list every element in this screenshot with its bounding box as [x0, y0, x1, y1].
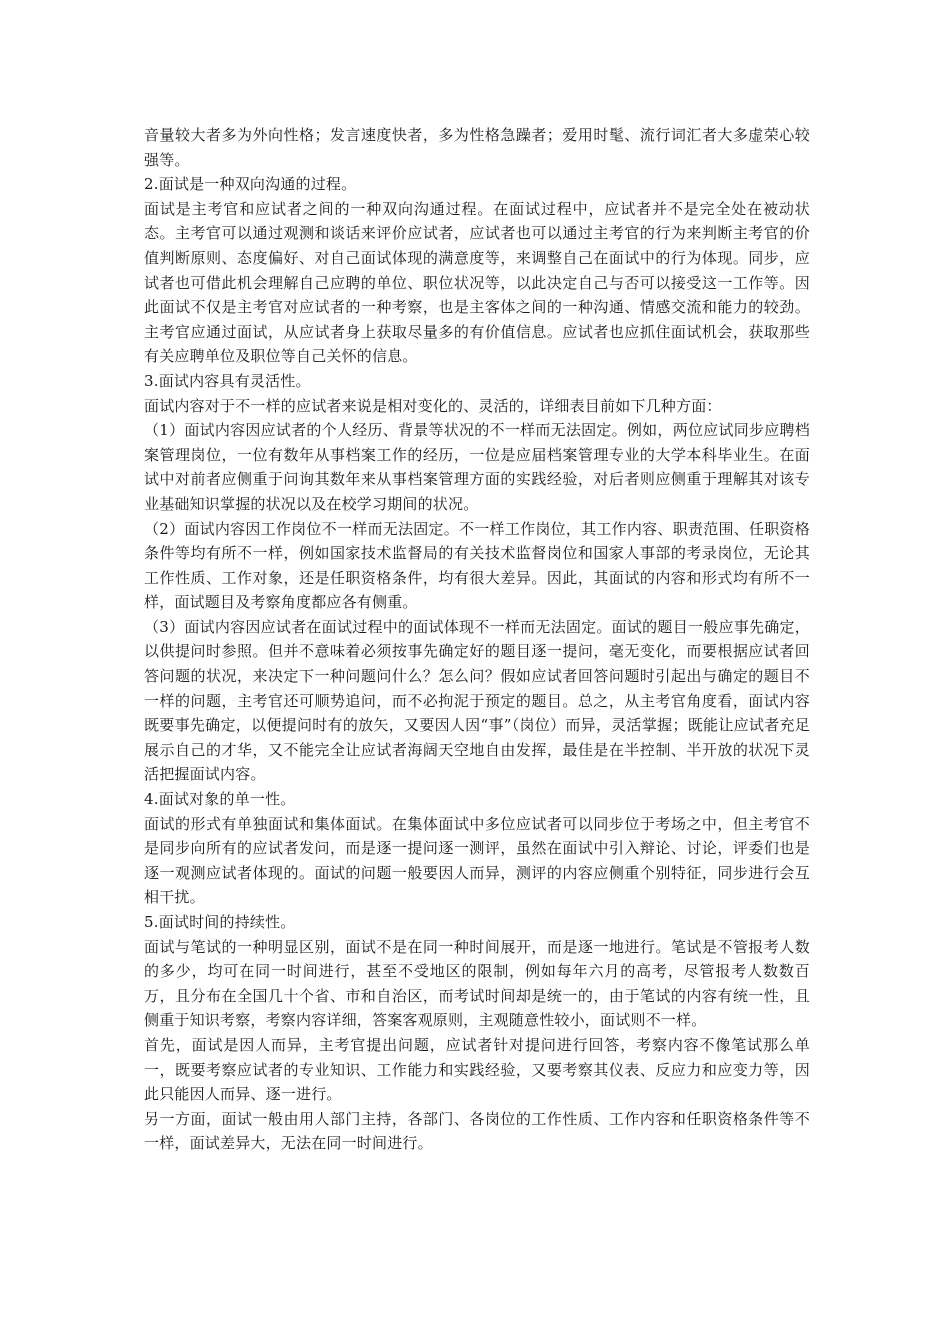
paragraph-personality-traits: 音量较大者多为外向性格；发言速度快者，多为性格急躁者；爱用时髦、流行词汇者大多虚荣心较强等。 [144, 126, 810, 169]
paragraph-time-continuity: 面试与笔试的一种明显区别，面试不是在同一种时间展开，而是逐一地进行。笔试是不管报考人数的多少，均可在同一时间进行，甚至不受地区的限制，例如每年六月的高考，尽管报考人数数百万，且分布在全国几十个省、市和自治区，而考试时间却是统一的，由于笔试的内容有统一性，且侧重于知识考察，考察内容详细，答案客观原则，主观随意性较小，面试则不一样。 [144, 937, 810, 1030]
paragraph-first-reason: 首先，面试是因人而异，主考官提出问题，应试者针对提问进行回答，考察内容不像笔试那么单一，既要考察应试者的专业知识、工作能力和实践经验，又要考察其仪表、反应力和应变力等，因此只能因人而异、逐一进行。 [144, 1035, 810, 1104]
paragraph-second-reason: 另一方面，面试一般由用人部门主持，各部门、各岗位的工作性质、工作内容和任职资格条件等不一样，面试差异大，无法在同一时间进行。 [144, 1109, 810, 1153]
paragraph-flexible-content-intro: 面试内容对于不一样的应试者来说是相对变化的、灵活的，详细表目前如下几种方面： [144, 396, 722, 415]
section-heading-flexible-content: 3.面试内容具有灵活性。 [144, 371, 311, 390]
document-body [144, 123, 810, 1156]
section-heading-two-way-communication: 2.面试是一种双向沟通的过程。 [144, 175, 357, 194]
paragraph-flexible-content-item-1: （1）面试内容因应试者的个人经历、背景等状况的不一样而无法固定。例如，两位应试同步应聘档案管理岗位，一位有数年从事档案工作的经历，一位是应届档案管理专业的大学本科毕业生。在面试中对前者应侧重于问询其数年来从事档案管理方面的实践经验，对后者则应侧重于理解其对该专业基础知识掌握的状况以及在校学习期间的状况。 [144, 421, 810, 513]
paragraph-single-object: 面试的形式有单独面试和集体面试。在集体面试中多位应试者可以同步位于考场之中，但主考官不是同步向所有的应试者发问，而是逐一提问逐一测评，虽然在面试中引入辩论、讨论，评委们也是逐一观测应试者体现的。面试的问题一般要因人而异，测评的内容应侧重个别特征，同步进行会互相干扰。 [144, 814, 810, 907]
section-heading-time-continuity: 5.面试时间的持续性。 [144, 913, 296, 931]
paragraph-flexible-content-item-3: （3）面试内容因应试者在面试过程中的面试体现不一样而无法固定。面试的题目一般应事先确定，以供提问时参照。但并不意味着必须按事先确定好的题目逐一提问，毫无变化，而要根据应试者回答问题的状况，来决定下一种问题问什么？怎么问？假如应试者回答问题时引起出与确定的题目不一样的问题，主考官还可顺势追问，而不必拘泥于预定的题目。总之，从主考官角度看，面试内容既要事先确定，以便提问时有的放矢，又要因人因“事”（岗位）而异，灵活掌握；既能让应试者充足展示自己的才华，又不能完全让应试者海阔天空地自由发挥，最佳是在半控制、半开放的状况下灵活把握面试内容。 [144, 617, 810, 784]
section-heading-single-object: 4.面试对象的单一性。 [144, 790, 296, 809]
paragraph-flexible-content-item-2: （2）面试内容因工作岗位不一样而无法固定。不一样工作岗位，其工作内容、职责范围、任职资格条件等均有所不一样，例如国家技术监督局的有关技术监督岗位和国家人事部的考录岗位，无论其工作性质、工作对象，还是任职资格条件，均有很大差异。因此，其面试的内容和形式均有所不一样，面试题目及考察角度都应各有侧重。 [144, 519, 810, 612]
paragraph-two-way-communication: 面试是主考官和应试者之间的一种双向沟通过程。在面试过程中，应试者并不是完全处在被动状态。主考官可以通过观测和谈话来评价应试者，应试者也可以通过主考官的行为来判断主考官的价值判断原则、态度偏好、对自己面试体现的满意度等，来调整自己在面试中的行为体现。同步，应试者也可借此机会理解自己应聘的单位、职位状况等，以此决定自己与否可以接受这一工作等。因此面试不仅是主考官对应试者的一种考察，也是主客体之间的一种沟通、情感交流和能力的较劲。主考官应通过面试，从应试者身上获取尽量多的有价值信息。应试者也应抓住面试机会，获取那些有关应聘单位及职位等自己关怀的信息。 [144, 199, 810, 366]
